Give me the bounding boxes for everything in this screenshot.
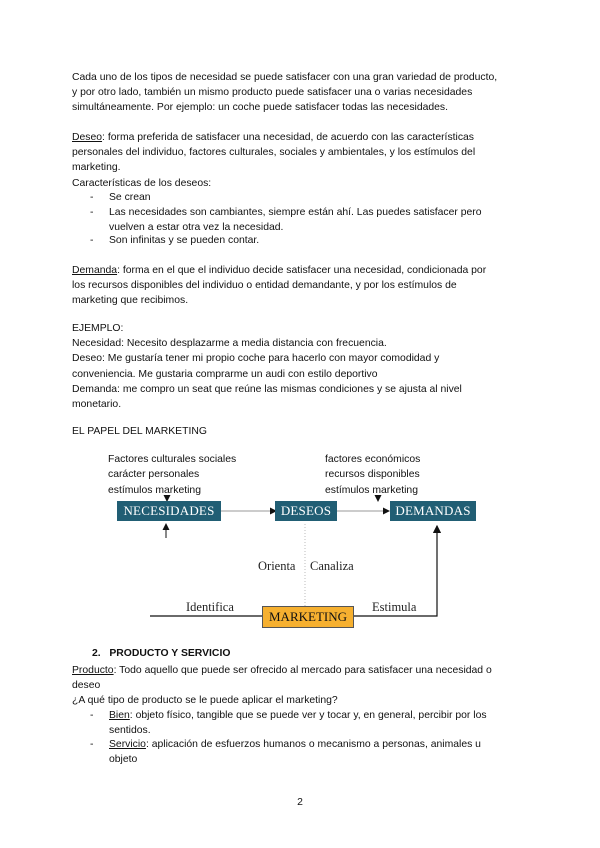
left-factors-labels: Factores culturales sociales carácter personales estímulos marketing [108, 454, 237, 496]
servicio-term: Servicio [109, 739, 146, 750]
marketing-box: MARKETING [262, 606, 354, 628]
papel-heading: EL PAPEL DEL MARKETING [72, 426, 207, 437]
demanda-definition: Demanda: forma en el que el individuo decide satisfacer una necesidad, condicionada por los recursos disponibles del individuo o entidad demandante, y por los estímulos de marketing que recibimos. [72, 265, 487, 307]
identifica-label: Identifica [186, 600, 234, 614]
list-item: - Son infinitas y se pueden contar. [90, 235, 260, 246]
deseo-definition: Deseo: forma preferida de satisfacer una necesidad, de acuerdo con las características personales del individuo, factores culturales, sociales y ambientales, y los estímulos del marketing. Características de los deseos: [72, 132, 476, 189]
demandas-box: DEMANDAS [390, 501, 476, 521]
deseo-term: Deseo [72, 132, 103, 143]
right-factors-labels: factores económicos recursos disponibles estímulos marketing [325, 454, 421, 496]
bien-term: Bien [109, 710, 130, 721]
list-item: - Las necesidades son cambiantes, siempre están ahí. Las puedes satisfacer pero vuelven a estar otra vez la necesidad. [90, 207, 482, 234]
producto-definition: Producto: Todo aquello que puede ser ofrecido al mercado para satisfacer una necesidad o deseo ¿A qué tipo de producto se le puede aplicar el marketing? [72, 665, 492, 707]
list-item: - Bien: objeto físico, tangible que se puede ver y tocar y, en general, percibir por los sentidos. [90, 710, 487, 737]
producto-term: Producto [72, 665, 114, 676]
orienta-label: Orienta [258, 559, 296, 573]
deseos-box: DESEOS [275, 501, 337, 521]
demanda-term: Demanda [72, 265, 118, 276]
list-item: - Servicio: aplicación de esfuerzos humanos o mecanismo a personas, animales u objeto [90, 739, 481, 766]
list-item: - Se crean [90, 192, 151, 203]
deseo-characteristics-heading: Características de los deseos: [72, 177, 212, 189]
canaliza-label: Canaliza [310, 559, 354, 573]
intro-paragraph: Cada uno de los tipos de necesidad se puede satisfacer con una gran variedad de producto, y por otro lado, también un mismo producto puede satisfacer una o varias necesidades simultáneamente. Por ejemplo: un coche puede satisfacer todas las necesidades. [72, 72, 498, 114]
estimula-label: Estimula [372, 600, 417, 614]
ejemplo-block: EJEMPLO: Necesidad: Necesito desplazarme a media distancia con frecuencia. Deseo: Me gustaría tener mi propio coche para hacerlo con mayor comodidad y conveniencia. Me gustaria comprarme un audi con estilo deportivo Demanda: me compro un seat que reúne las mismas condiciones y se ajusta al nivel monetario. [72, 323, 462, 411]
section-heading: 2. PRODUCTO Y SERVICIO [92, 648, 231, 659]
page-number: 2 [297, 797, 303, 808]
necesidades-box: NECESIDADES [117, 501, 221, 521]
